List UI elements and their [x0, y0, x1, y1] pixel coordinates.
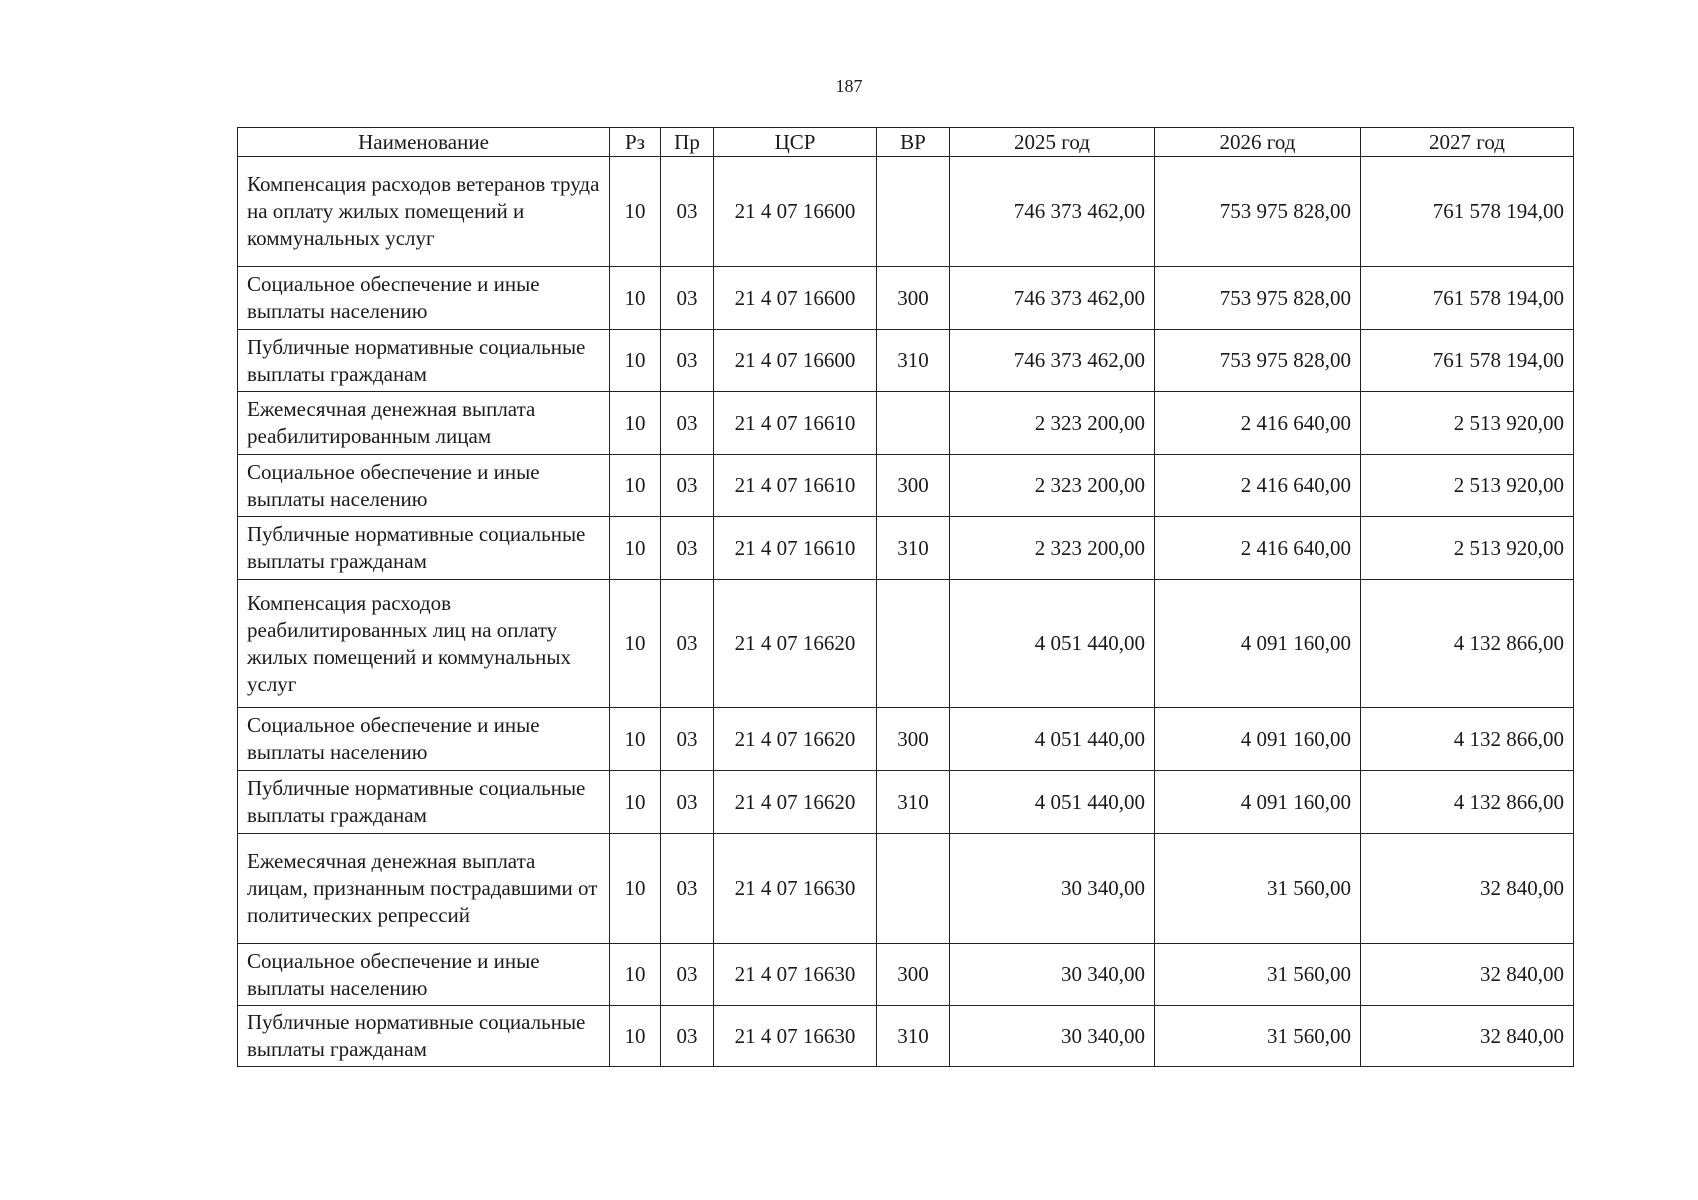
table-row	[238, 157, 1574, 267]
row-pr: 03	[661, 455, 714, 517]
row-2026: 31 560,00	[1155, 944, 1361, 1006]
row-2026: 2 416 640,00	[1155, 392, 1361, 455]
row-name: Ежемесячная денежная выплата реабилитированным лицам	[238, 392, 610, 455]
row-2026: 2 416 640,00	[1155, 455, 1361, 517]
table-row	[238, 517, 1574, 580]
header-2025: 2025 год	[950, 128, 1155, 157]
row-name: Публичные нормативные социальные выплаты гражданам	[238, 330, 610, 392]
row-2026: 4 091 160,00	[1155, 708, 1361, 771]
row-csr: 21 4 07 16610	[714, 517, 877, 580]
row-2026: 753 975 828,00	[1155, 267, 1361, 330]
row-vr	[877, 580, 950, 708]
row-vr: 300	[877, 708, 950, 771]
row-vr: 310	[877, 330, 950, 392]
row-rz: 10	[610, 392, 661, 455]
row-name: Социальное обеспечение и иные выплаты населению	[238, 267, 610, 330]
row-rz: 10	[610, 708, 661, 771]
row-2027: 761 578 194,00	[1361, 330, 1574, 392]
row-rz: 10	[610, 157, 661, 267]
header-row	[238, 128, 1574, 157]
row-vr: 310	[877, 771, 950, 834]
row-pr: 03	[661, 771, 714, 834]
header-csr: ЦСР	[714, 128, 877, 157]
page-number: 187	[835, 76, 863, 96]
table-row	[238, 834, 1574, 944]
row-2025: 4 051 440,00	[950, 708, 1155, 771]
row-rz: 10	[610, 944, 661, 1006]
row-2026: 753 975 828,00	[1155, 330, 1361, 392]
table-row	[238, 771, 1574, 834]
row-name: Социальное обеспечение и иные выплаты населению	[238, 944, 610, 1006]
row-2025: 30 340,00	[950, 834, 1155, 944]
row-pr: 03	[661, 330, 714, 392]
row-2027: 32 840,00	[1361, 944, 1574, 1006]
row-2025: 746 373 462,00	[950, 157, 1155, 267]
row-csr: 21 4 07 16600	[714, 267, 877, 330]
header-2026: 2026 год	[1155, 128, 1361, 157]
row-2025: 30 340,00	[950, 944, 1155, 1006]
row-csr: 21 4 07 16610	[714, 392, 877, 455]
row-2027: 2 513 920,00	[1361, 455, 1574, 517]
row-2027: 761 578 194,00	[1361, 157, 1574, 267]
table-row	[238, 455, 1574, 517]
row-vr	[877, 157, 950, 267]
header-rz: Рз	[610, 128, 661, 157]
table-row	[238, 330, 1574, 392]
row-2026: 31 560,00	[1155, 1006, 1361, 1067]
row-2026: 4 091 160,00	[1155, 580, 1361, 708]
row-name: Социальное обеспечение и иные выплаты населению	[238, 708, 610, 771]
row-pr: 03	[661, 267, 714, 330]
row-2026: 753 975 828,00	[1155, 157, 1361, 267]
table-row	[238, 1006, 1574, 1067]
row-name: Публичные нормативные социальные выплаты гражданам	[238, 771, 610, 834]
row-vr: 310	[877, 1006, 950, 1067]
row-rz: 10	[610, 330, 661, 392]
row-pr: 03	[661, 517, 714, 580]
row-2025: 2 323 200,00	[950, 455, 1155, 517]
row-2025: 746 373 462,00	[950, 330, 1155, 392]
row-2027: 4 132 866,00	[1361, 708, 1574, 771]
row-csr: 21 4 07 16630	[714, 1006, 877, 1067]
row-vr: 310	[877, 517, 950, 580]
table-row	[238, 267, 1574, 330]
row-vr	[877, 392, 950, 455]
header-pr: Пр	[661, 128, 714, 157]
row-vr: 300	[877, 267, 950, 330]
row-2027: 2 513 920,00	[1361, 517, 1574, 580]
row-2025: 2 323 200,00	[950, 517, 1155, 580]
row-name: Социальное обеспечение и иные выплаты населению	[238, 455, 610, 517]
header-2027: 2027 год	[1361, 128, 1574, 157]
row-csr: 21 4 07 16620	[714, 708, 877, 771]
row-csr: 21 4 07 16610	[714, 455, 877, 517]
row-pr: 03	[661, 580, 714, 708]
row-2026: 4 091 160,00	[1155, 771, 1361, 834]
row-2027: 32 840,00	[1361, 1006, 1574, 1067]
row-2025: 746 373 462,00	[950, 267, 1155, 330]
row-2025: 2 323 200,00	[950, 392, 1155, 455]
row-csr: 21 4 07 16620	[714, 771, 877, 834]
row-name: Компенсация расходов ветеранов труда на оплату жилых помещений и коммунальных услуг	[238, 157, 610, 267]
row-2027: 4 132 866,00	[1361, 580, 1574, 708]
row-pr: 03	[661, 157, 714, 267]
row-vr: 300	[877, 944, 950, 1006]
row-csr: 21 4 07 16600	[714, 157, 877, 267]
row-2026: 31 560,00	[1155, 834, 1361, 944]
row-2027: 32 840,00	[1361, 834, 1574, 944]
row-rz: 10	[610, 517, 661, 580]
row-2027: 761 578 194,00	[1361, 267, 1574, 330]
row-rz: 10	[610, 834, 661, 944]
row-name: Компенсация расходов реабилитированных лиц на оплату жилых помещений и коммунальных услуг	[238, 580, 610, 708]
row-pr: 03	[661, 1006, 714, 1067]
row-name: Публичные нормативные социальные выплаты гражданам	[238, 1006, 610, 1067]
row-pr: 03	[661, 708, 714, 771]
row-rz: 10	[610, 267, 661, 330]
table-row	[238, 944, 1574, 1006]
row-pr: 03	[661, 392, 714, 455]
budget-table	[237, 127, 1574, 1067]
row-2027: 4 132 866,00	[1361, 771, 1574, 834]
row-vr	[877, 834, 950, 944]
row-rz: 10	[610, 455, 661, 517]
table-row	[238, 708, 1574, 771]
row-pr: 03	[661, 944, 714, 1006]
row-vr: 300	[877, 455, 950, 517]
row-rz: 10	[610, 1006, 661, 1067]
table-row	[238, 392, 1574, 455]
row-pr: 03	[661, 834, 714, 944]
row-2027: 2 513 920,00	[1361, 392, 1574, 455]
row-name: Ежемесячная денежная выплата лицам, признанным пострадавшими от политических репрессий	[238, 834, 610, 944]
row-2025: 4 051 440,00	[950, 771, 1155, 834]
row-rz: 10	[610, 771, 661, 834]
row-2025: 30 340,00	[950, 1006, 1155, 1067]
row-csr: 21 4 07 16620	[714, 580, 877, 708]
row-csr: 21 4 07 16630	[714, 834, 877, 944]
row-name: Публичные нормативные социальные выплаты гражданам	[238, 517, 610, 580]
row-2026: 2 416 640,00	[1155, 517, 1361, 580]
table-row	[238, 580, 1574, 708]
row-csr: 21 4 07 16600	[714, 330, 877, 392]
row-2025: 4 051 440,00	[950, 580, 1155, 708]
header-vr: ВР	[877, 128, 950, 157]
row-csr: 21 4 07 16630	[714, 944, 877, 1006]
header-name: Наименование	[238, 128, 610, 157]
row-rz: 10	[610, 580, 661, 708]
